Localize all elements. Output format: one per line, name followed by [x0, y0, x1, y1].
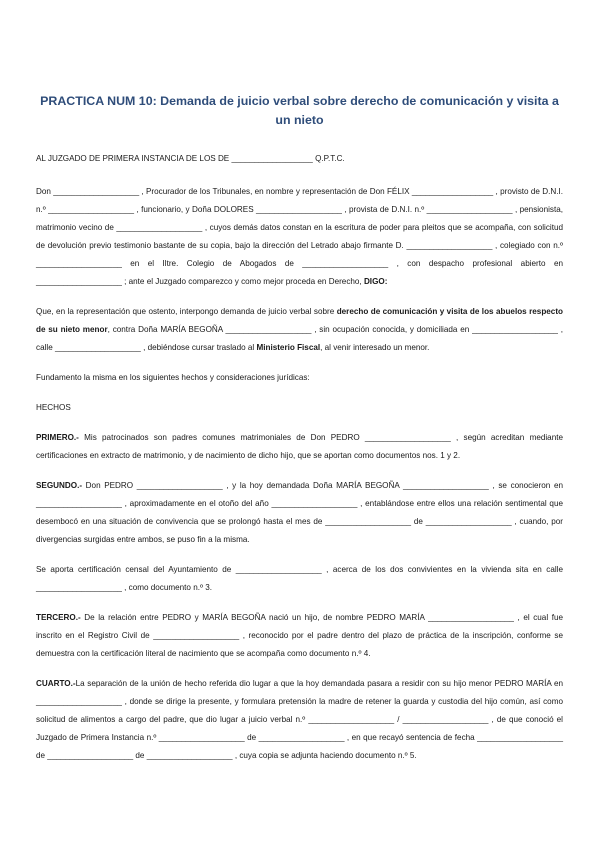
- document-title: PRACTICA NUM 10: Demanda de juicio verbal sobre derecho de comunicación y visita a un nieto: [40, 94, 559, 127]
- cuarto-text: La separación de la unión de hecho referida dio lugar a que la hoy demandada pasara a residir con su hijo menor PEDRO MARÍA en ___________________ , donde se dirige la presente, y formulara pretensión la madre de retener la guarda y custodia del hijo común, así como solicitud de alimentos a cargo del padre, que dio lugar a juicio verbal n.º ___________________ / ___________________ , de que conoció el Juzgado de Primera Instancia n.º ___________________ de ___________________ , en que recayó sentencia de fecha ___________________ de ___________________ de ___________________ , cuya copia se adjunta haciendo documento n.º 5.: [36, 679, 563, 760]
- grounds-paragraph: Fundamento la misma en los siguientes hechos y consideraciones jurídicas:: [36, 373, 310, 382]
- claim-bold-right: derecho de comunicación y visita de los abuelos respecto de su nieto menor: [36, 307, 563, 334]
- segundo-text: Don PEDRO ___________________ , y la hoy demandada Doña MARÍA BEGOÑA ___________________ , se conocieron en ___________________ , aproximadamente en el otoño del año ___________________ , entablándose entre ellos una relación sentimental que desembocó en una situación de convivencia que se prolongó hasta el mes de ___________________ de ___________________ , cuando, por divergencias surgidas entre ambos, se puso fin a la misma.: [36, 481, 563, 544]
- fact-segundo: [36, 477, 563, 549]
- claim-text-a: Que, en la representación que ostento, interpongo demanda de juicio verbal sobre: [36, 307, 337, 316]
- fact-tercero: [36, 609, 563, 663]
- claim-text-e: , al venir interesado un menor.: [320, 343, 430, 352]
- facts-heading: HECHOS: [36, 403, 71, 412]
- claim-bold-fiscal: Ministerio Fiscal: [256, 343, 321, 352]
- intro-paragraph: [36, 183, 563, 291]
- intro-text: Don ___________________ , Procurador de los Tribunales, en nombre y representación de Don FÉLIX __________________ , provisto de D.N.I. n.º ___________________ , funcionario, y Doña DOLORES ___________________ , provista de D.N.I. n.º ___________________ , pensionista, matrimonio vecino de ___________________ , cuyos demás datos constan en la escritura de poder para pleitos que se acompaña, con solicitud de devolución previo testimonio bastante de su copia, bajo la dirección del Letrado abajo firmante D. ___________________ , colegiado con n.º ___________________ en el Iltre. Colegio de Abogados de ___________________ , con despacho profesional abierto en ___________________ ; ante el Juzgado comparezco y como mejor proceda en Derecho,: [36, 187, 563, 286]
- primero-text: Mis patrocinados son padres comunes matrimoniales de Don PEDRO ___________________ , según acreditan mediante certificaciones en extracto de matrimonio, y de nacimiento de dicho hijo, que se aportan como documentos nos. 1 y 2.: [36, 433, 563, 460]
- segundo-label: SEGUNDO.-: [36, 481, 83, 490]
- tercero-text: De la relación entre PEDRO y MARÍA BEGOÑA nació un hijo, de nombre PEDRO MARÍA ___________________ , el cual fue inscrito en el Registro Civil de ___________________ , reconocido por el padre dentro del plazo de práctica de la inscripción, conforme se demuestra con la certificación literal de nacimiento que se acompaña como documento n.º 4.: [36, 613, 563, 658]
- document-page: [36, 92, 563, 765]
- census-paragraph: Se aporta certificación censal del Ayuntamiento de ___________________ , acerca de los dos convivientes en la vivienda sita en calle ___________________ , como documento n.º 3.: [36, 565, 563, 592]
- primero-label: PRIMERO.-: [36, 433, 79, 442]
- cuarto-label: CUARTO.-: [36, 679, 76, 688]
- fact-primero: [36, 429, 563, 465]
- claim-paragraph: [36, 303, 563, 357]
- claim-text-c: , contra Doña MARÍA BEGOÑA ___________________ , sin ocupación conocida, y domiciliada en ___________________ , calle ___________________ , debiéndose cursar traslado al: [36, 325, 563, 352]
- intro-digo: DIGO:: [363, 277, 388, 286]
- tercero-label: TERCERO.-: [36, 613, 81, 622]
- court-header: AL JUZGADO DE PRIMERA INSTANCIA DE LOS DE __________________ Q.P.T.C.: [36, 154, 345, 163]
- fact-cuarto: [36, 675, 563, 765]
